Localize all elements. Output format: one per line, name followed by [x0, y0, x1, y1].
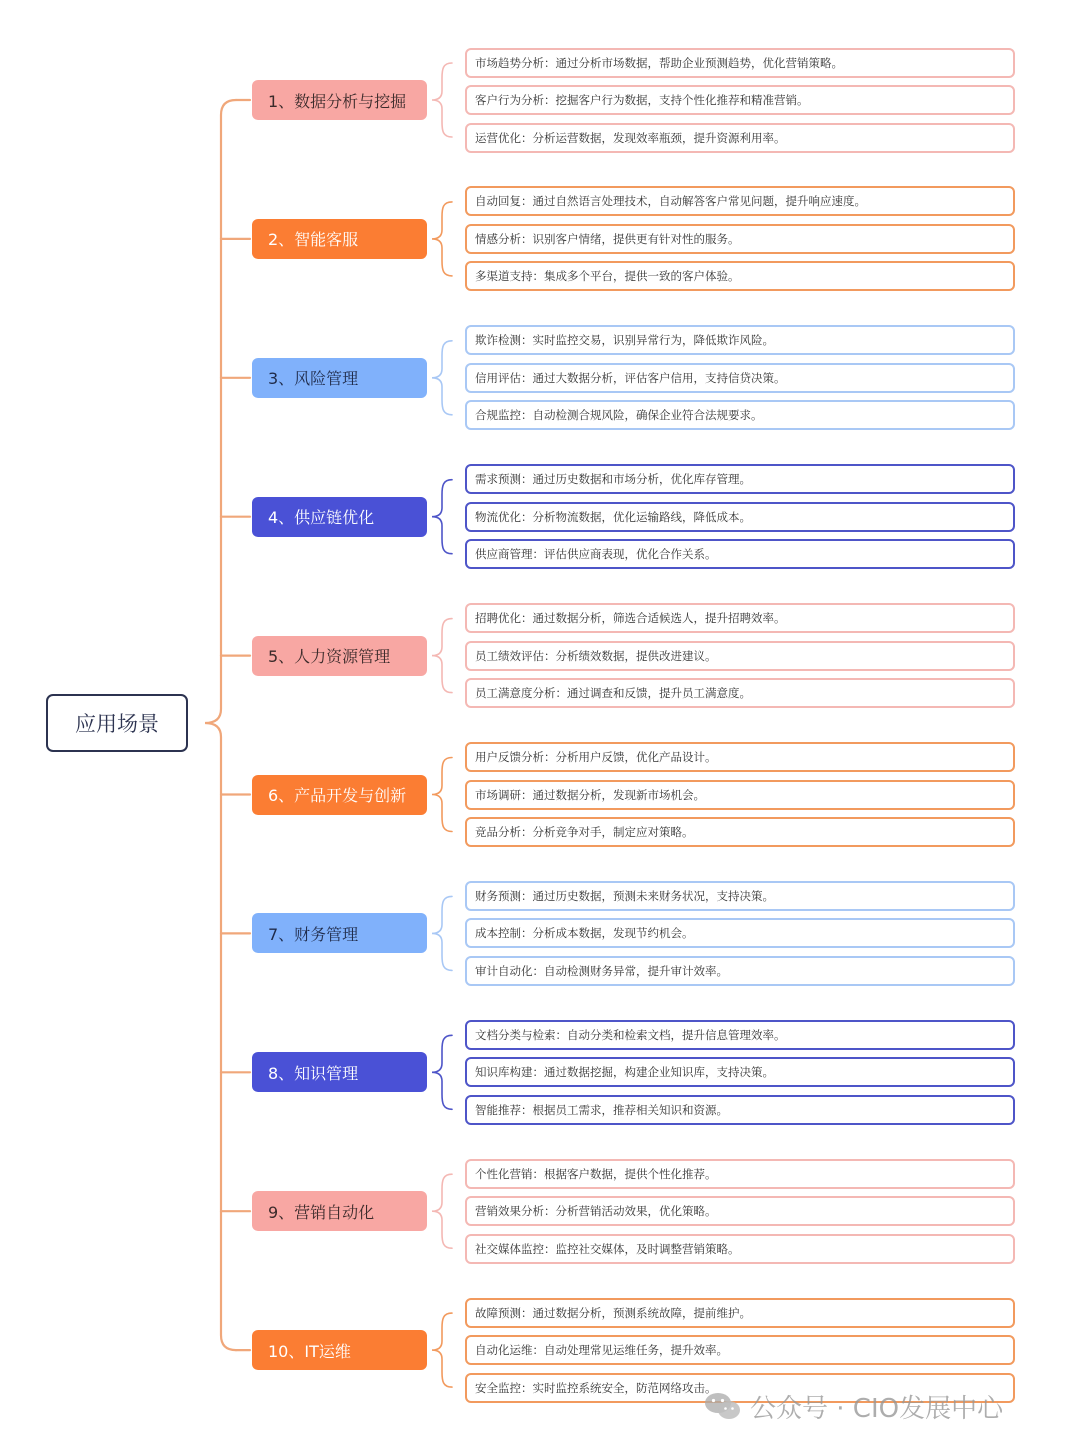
leaf-item-10-1: 故障预测：通过数据分析，预测系统故障，提前维护。: [465, 1298, 1015, 1328]
leaf-item-5-2: 员工绩效评估：分析绩效数据，提供改进建议。: [465, 641, 1015, 671]
leaf-item-7-2: 成本控制：分析成本数据，发现节约机会。: [465, 918, 1015, 948]
root-node: 应用场景: [46, 694, 188, 752]
leaf-item-5-1: 招聘优化：通过数据分析，筛选合适候选人，提升招聘效率。: [465, 603, 1015, 633]
leaf-item-1-3: 运营优化：分析运营数据，发现效率瓶颈，提升资源利用率。: [465, 123, 1015, 153]
topic-bracket-6: [432, 758, 452, 832]
leaf-item-1-2: 客户行为分析：挖掘客户行为数据，支持个性化推荐和精准营销。: [465, 85, 1015, 115]
watermark-text: 公众号 · CIO发展中心: [750, 1393, 1004, 1424]
topic-5: 5、人力资源管理: [252, 636, 427, 676]
topic-bracket-5: [432, 619, 452, 693]
topic-bracket-10: [432, 1313, 452, 1387]
topic-bracket-7: [432, 896, 452, 970]
topic-bracket-9: [432, 1174, 452, 1248]
topic-7: 7、财务管理: [252, 913, 427, 953]
leaf-item-9-3: 社交媒体监控：监控社交媒体，及时调整营销策略。: [465, 1234, 1015, 1264]
topic-bracket-3: [432, 341, 452, 415]
leaf-item-4-1: 需求预测：通过历史数据和市场分析，优化库存管理。: [465, 464, 1015, 494]
leaf-item-2-3: 多渠道支持：集成多个平台，提供一致的客户体验。: [465, 261, 1015, 291]
topic-bracket-8: [432, 1035, 452, 1109]
topic-bracket-1: [432, 63, 452, 137]
leaf-item-1-1: 市场趋势分析：通过分析市场数据，帮助企业预测趋势，优化营销策略。: [465, 48, 1015, 78]
leaf-item-3-2: 信用评估：通过大数据分析，评估客户信用，支持信贷决策。: [465, 363, 1015, 393]
leaf-item-4-3: 供应商管理：评估供应商表现，优化合作关系。: [465, 539, 1015, 569]
leaf-item-6-3: 竞品分析：分析竞争对手，制定应对策略。: [465, 817, 1015, 847]
leaf-item-6-1: 用户反馈分析：分析用户反馈，优化产品设计。: [465, 742, 1015, 772]
topic-9: 9、营销自动化: [252, 1191, 427, 1231]
watermark: [704, 1388, 1003, 1424]
leaf-item-3-3: 合规监控：自动检测合规风险，确保企业符合法规要求。: [465, 400, 1015, 430]
leaf-item-7-1: 财务预测：通过历史数据，预测未来财务状况，支持决策。: [465, 881, 1015, 911]
leaf-item-8-2: 知识库构建：通过数据挖掘，构建企业知识库，支持决策。: [465, 1057, 1015, 1087]
wechat-icon: [704, 1391, 742, 1421]
leaf-item-10-2: 自动化运维：自动处理常见运维任务，提升效率。: [465, 1335, 1015, 1365]
leaf-item-6-2: 市场调研：通过数据分析，发现新市场机会。: [465, 780, 1015, 810]
leaf-item-9-1: 个性化营销：根据客户数据，提供个性化推荐。: [465, 1159, 1015, 1189]
topic-10: 10、IT运维: [252, 1330, 427, 1370]
leaf-item-9-2: 营销效果分析：分析营销活动效果，优化策略。: [465, 1196, 1015, 1226]
topic-3: 3、风险管理: [252, 358, 427, 398]
leaf-item-3-1: 欺诈检测：实时监控交易，识别异常行为，降低欺诈风险。: [465, 325, 1015, 355]
leaf-item-8-1: 文档分类与检索：自动分类和检索文档，提升信息管理效率。: [465, 1020, 1015, 1050]
leaf-item-2-1: 自动回复：通过自然语言处理技术，自动解答客户常见问题，提升响应速度。: [465, 186, 1015, 216]
topic-6: 6、产品开发与创新: [252, 775, 427, 815]
topic-2: 2、智能客服: [252, 219, 427, 259]
topic-1: 1、数据分析与挖掘: [252, 80, 427, 120]
leaf-item-8-3: 智能推荐：根据员工需求，推荐相关知识和资源。: [465, 1095, 1015, 1125]
topic-bracket-4: [432, 480, 452, 554]
main-branch: [205, 100, 236, 1350]
leaf-item-5-3: 员工满意度分析：通过调查和反馈，提升员工满意度。: [465, 678, 1015, 708]
leaf-item-2-2: 情感分析：识别客户情绪，提供更有针对性的服务。: [465, 224, 1015, 254]
topic-bracket-2: [432, 202, 452, 276]
leaf-item-10-3: 安全监控：实时监控系统安全，防范网络攻击。: [465, 1373, 1015, 1403]
topic-8: 8、知识管理: [252, 1052, 427, 1092]
leaf-item-7-3: 审计自动化：自动检测财务异常，提升审计效率。: [465, 956, 1015, 986]
leaf-item-4-2: 物流优化：分析物流数据，优化运输路线，降低成本。: [465, 502, 1015, 532]
topic-4: 4、供应链优化: [252, 497, 427, 537]
